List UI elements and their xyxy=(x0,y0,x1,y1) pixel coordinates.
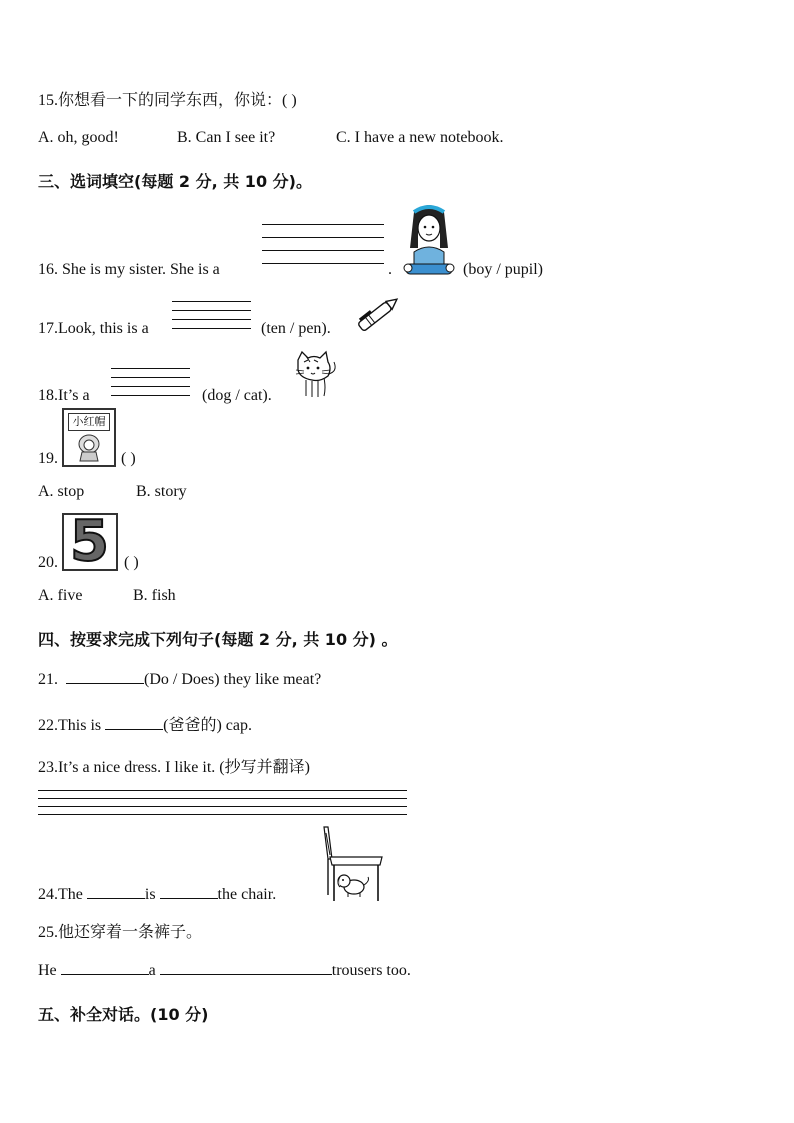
question-18-choices: (dog / cat). xyxy=(202,387,272,404)
question-24-blank-1[interactable] xyxy=(87,897,145,899)
question-24-is: is xyxy=(144,886,156,903)
question-22-prefix: 22.This is xyxy=(38,717,102,734)
question-18-writing-lines[interactable] xyxy=(111,368,190,398)
question-16-period: . xyxy=(388,261,392,278)
question-19-option-b: B. story xyxy=(136,483,187,500)
question-21 xyxy=(38,671,321,689)
question-25-a: a xyxy=(148,962,156,979)
question-25-answer-line xyxy=(38,962,411,980)
question-21-number: 21. xyxy=(38,671,58,688)
question-16-choices: (boy / pupil) xyxy=(463,261,543,278)
book-title: 小红帽 xyxy=(68,413,110,431)
question-21-blank[interactable] xyxy=(66,682,144,684)
question-24 xyxy=(38,886,276,904)
question-19-option-a: A. stop xyxy=(38,483,85,500)
question-16-writing-lines[interactable] xyxy=(262,224,384,268)
book-illustration xyxy=(62,408,116,467)
question-15-option-c: C. I have a new notebook. xyxy=(336,129,504,146)
five-digit: 5 xyxy=(70,513,109,571)
question-21-text: (Do / Does) they like meat? xyxy=(144,671,322,688)
question-19-number: 19. xyxy=(38,450,58,467)
section-4-title: 四、按要求完成下列句子(每题 2 分, 共 10 分) 。 xyxy=(38,630,398,649)
question-22-text: (爸爸的) cap. xyxy=(163,717,252,734)
question-17-prefix: 17.Look, this is a xyxy=(38,320,149,337)
question-20-option-a: A. five xyxy=(38,587,83,604)
section-3-title: 三、选词填空(每题 2 分, 共 10 分)。 xyxy=(38,172,312,191)
question-24-start: 24.The xyxy=(38,886,83,903)
question-18-prefix: 18.It’s a xyxy=(38,387,90,404)
question-15 xyxy=(38,87,297,110)
question-25-blank-1[interactable] xyxy=(61,973,149,975)
chair-and-dog-illustration xyxy=(318,825,386,903)
question-22 xyxy=(38,712,252,735)
question-15-option-a: A. oh, good! xyxy=(38,129,119,146)
question-22-blank[interactable] xyxy=(105,728,163,730)
question-15-text: 15.你想看一下的同学东西，你说：( ) xyxy=(38,92,297,109)
question-20-answer-paren[interactable]: ( ) xyxy=(124,554,139,571)
question-19-answer-paren[interactable]: ( ) xyxy=(121,450,136,467)
question-23-writing-lines[interactable] xyxy=(38,790,407,816)
question-25-text: 25.他还穿着一条裤子。 xyxy=(38,924,203,941)
question-20-number: 20. xyxy=(38,554,58,571)
question-25-tail: trousers too. xyxy=(331,962,411,979)
question-25-he: He xyxy=(38,962,57,979)
pen-illustration xyxy=(352,292,404,336)
question-24-end: the chair. xyxy=(217,886,277,903)
question-25-blank-2[interactable] xyxy=(160,973,332,975)
red-riding-hood-icon xyxy=(74,432,104,462)
girl-illustration xyxy=(400,200,458,278)
number-five-illustration xyxy=(62,513,118,571)
section-5-title: 五、补全对话。(10 分) xyxy=(38,1005,209,1024)
question-17-choices: (ten / pen). xyxy=(261,320,331,337)
question-20-option-b: B. fish xyxy=(133,587,176,604)
question-24-blank-2[interactable] xyxy=(160,897,218,899)
cat-illustration xyxy=(290,350,340,400)
question-17-writing-lines[interactable] xyxy=(172,301,251,331)
question-23-text: 23.It’s a nice dress. I like it. (抄写并翻译) xyxy=(38,759,310,776)
question-16-prefix: 16. She is my sister. She is a xyxy=(38,261,220,278)
question-15-option-b: B. Can I see it? xyxy=(177,129,276,146)
